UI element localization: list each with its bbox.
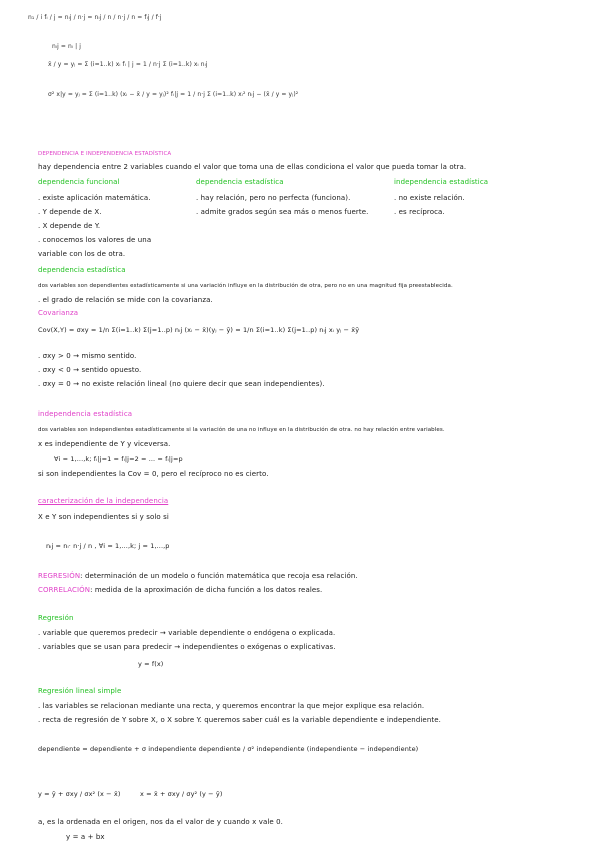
correlacion-label: CORRELACIÓN: [38, 586, 91, 594]
s3-title: independencia estadística: [38, 410, 133, 418]
regresion-label: REGRESIÓN: [38, 572, 81, 580]
col1-item: . X depende de Y.: [38, 222, 101, 230]
s3-line-1: dos variables son independientes estadísticamente si la variación de una no influye en la distribución de otra. no hay relación entre variables.: [38, 427, 445, 433]
s3-line-4: si son independientes la Cov = 0, pero el recíproco no es cierto.: [38, 470, 269, 478]
s6-formula: y = f(x): [138, 660, 164, 668]
cov-case-positive: . σxy > 0 → mismo sentido.: [38, 352, 137, 360]
covarianza-title: Covarianza: [38, 309, 79, 317]
s2-line-2: . el grado de relación se mide con la covarianza.: [38, 296, 213, 304]
section-title-dependencia: DEPENDENCIA E INDEPENDENCIA ESTADÍSTICA: [38, 151, 172, 157]
correlacion-def: [38, 586, 322, 595]
s7-line-1: . las variables se relacionan mediante una recta, y queremos encontrar la que mejor explique esa relación.: [38, 702, 425, 710]
s7-formula-y: y = ȳ + σxy / σx² (x − x̄): [38, 790, 121, 798]
col1-item: . Y depende de X.: [38, 208, 102, 216]
s7-general-formula: dependiente = dependiente + σ independiente dependiente / σ² independiente (independiente − independiente): [38, 745, 419, 753]
top-formula-4: σ² x|y = yⱼ = Σ (i=1..k) (xᵢ − x̄ / y = yⱼ)² fᵢ|j = 1 / n·j Σ (i=1..k) xᵢ² nᵢj − (x̄ / y = yⱼ)²: [48, 91, 299, 98]
s4-formula: nᵢj = nᵢ· n·j / n , ∀i = 1,...,k; j = 1,...,p: [46, 542, 170, 550]
s6-line-2: . variables que se usan para predecir → independientes o exógenas o explicativas.: [38, 643, 336, 651]
col3-head: independencia estadística: [394, 178, 489, 186]
s6-line-1: . variable que queremos predecir → variable dependiente o endógena o explicada.: [38, 629, 336, 637]
top-formula-2: nᵢj = nᵢ | j: [52, 43, 81, 50]
s7-line-5: y = a + bx: [66, 833, 105, 841]
col1-head: dependencia funcional: [38, 178, 120, 186]
s4-line-1: X e Y son independientes si y solo si: [38, 513, 169, 521]
col1-item: . conocemos los valores de una: [38, 236, 152, 244]
s4-title: caracterización de la independencia: [38, 497, 169, 505]
s1-intro: hay dependencia entre 2 variables cuando el valor que toma una de ellas condiciona el valor que pueda tomar la otra.: [38, 163, 467, 171]
col2-head: dependencia estadística: [196, 178, 284, 186]
s2-title: dependencia estadística: [38, 266, 126, 274]
s7-line-2: . recta de regresión de Y sobre X, o X sobre Y. queremos saber cuál es la variable dependiente e independiente.: [38, 716, 441, 724]
s7-title: Regresión lineal simple: [38, 687, 122, 695]
regresion-text: : determinación de un modelo o función matemática que recoja esa relación.: [80, 572, 358, 580]
s6-title: Regresión: [38, 614, 74, 622]
cov-case-zero: . σxy = 0 → no existe relación lineal (no quiere decir que sean independientes).: [38, 380, 325, 388]
top-formula-1: n₁ / i fᵢ / j = nᵢj / n·j = nᵢj / n / n·j / n = fᵢj / f·j: [28, 14, 162, 21]
col1-item: variable con los de otra.: [38, 250, 126, 258]
cov-case-negative: . σxy < 0 → sentido opuesto.: [38, 366, 142, 374]
col3-item: . es recíproca.: [394, 208, 445, 216]
col1-item: . existe aplicación matemática.: [38, 194, 151, 202]
s2-line-1: dos variables son dependientes estadísticamente si una variación influye en la distribución de otra, pero no en una magnitud fija preestablecida.: [38, 283, 453, 289]
cov-formula: Cov(X,Y) = σxy = 1/n Σ(i=1..k) Σ(j=1..p) nᵢj (xᵢ − x̄)(yⱼ − ȳ) = 1/n Σ(i=1..k) Σ(j=1..p) nᵢj xᵢ yⱼ − x̄ȳ: [38, 326, 360, 334]
s3-line-2: x es independiente de Y y viceversa.: [38, 440, 171, 448]
col2-item: . hay relación, pero no perfecta (funciona).: [196, 194, 351, 202]
s7-line-4: a, es la ordenada en el origen, nos da el valor de y cuando x vale 0.: [38, 818, 283, 826]
regresion-def: [38, 572, 358, 581]
col2-item: . admite grados según sea más o menos fuerte.: [196, 208, 369, 216]
correlacion-text: : medida de la aproximación de dicha función a los datos reales.: [90, 586, 323, 594]
s7-formula-x: x = x̄ + σxy / σy² (y − ȳ): [140, 790, 223, 798]
col3-item: . no existe relación.: [394, 194, 465, 202]
s3-formula: ∀i = 1,...,k; fᵢ|j=1 = fᵢ|j=2 = ... = fᵢ|j=p: [54, 455, 183, 463]
top-formula-3: x̄ / y = yⱼ = Σ (i=1..k) xᵢ fᵢ | j = 1 / n·j Σ (i=1..k) xᵢ nᵢj: [48, 61, 208, 68]
